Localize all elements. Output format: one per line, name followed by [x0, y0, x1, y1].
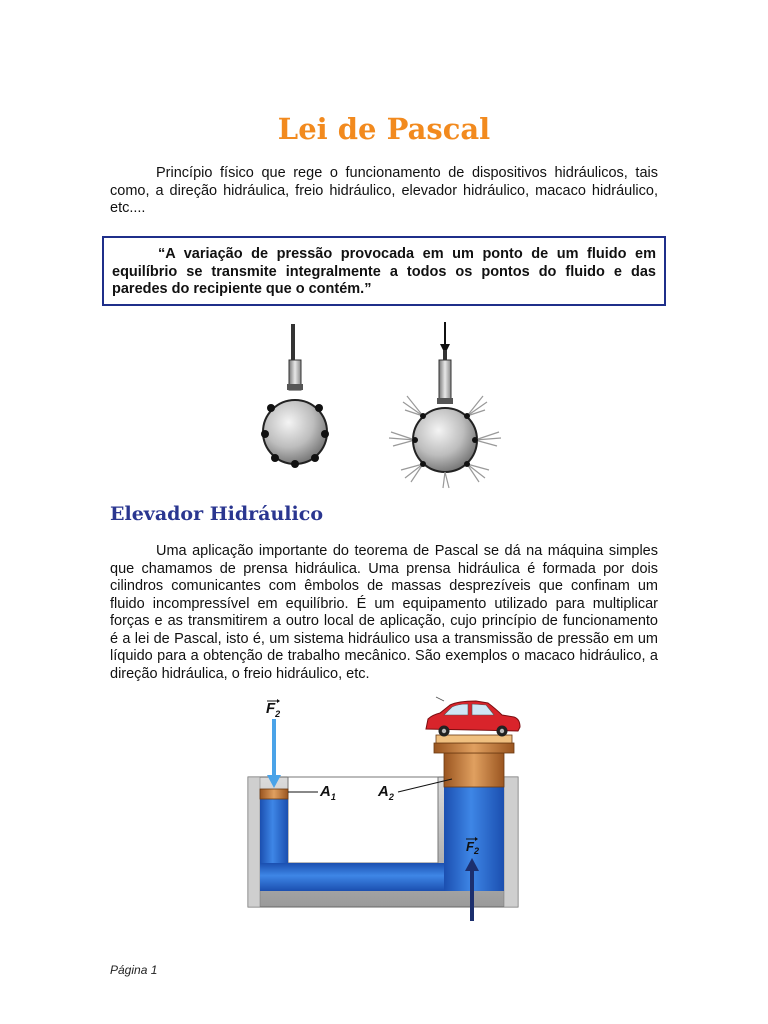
sealed-sphere: [261, 324, 329, 468]
force-label-left: $F_2$: [266, 700, 281, 719]
page-footer: Página 1: [110, 963, 158, 977]
hydraulic-press-diagram: [240, 695, 525, 925]
pascal-sphere-illustration: [255, 320, 515, 490]
force-arrow-left: [267, 719, 281, 788]
force-label-right: $F_2$: [466, 839, 479, 856]
car-icon: [426, 697, 520, 737]
area-label-right: $A_2$: [378, 783, 394, 802]
section-heading: Elevador Hidráulico: [110, 503, 323, 525]
intro-paragraph: Princípio físico que rege o funcionamento de dispositivos hidráulicos, tais como, a direção hidráulica, freio hidráulico, elevador hidráulico, macaco hidráulico, etc....: [110, 165, 658, 216]
pascal-quote: “A variação de pressão provocada em um ponto de um fluido em equilíbrio se transmite integralmente a todos os pontos do fluido e das paredes do recipiente que o contém.”: [112, 246, 656, 297]
squirting-sphere: [389, 322, 501, 488]
page-title: Lei de Pascal: [277, 112, 491, 146]
small-piston: [260, 789, 288, 799]
section-paragraph: Uma aplicação importante do teorema de Pascal se dá na máquina simples que chamamos de prensa hidráulica. Uma prensa hidráulica é formada por dois cilindros comunicantes com êmbolos de massas desprezíveis que confinam um fluido incompressível em equilíbrio. É um equipamento utilizado para multiplicar forças e as transmitirem a outro local de aplicação, cujo princípio de funcionamento é a lei de Pascal, isto é, um sistema hidráulico usa a transmissão de pressão em um líquido para a obtenção de trabalho mecânico. São exemplos o macaco hidráulico, a direção hidráulica, o freio hidráulico, etc.: [110, 543, 658, 682]
pascal-quote-box: [102, 236, 666, 306]
area-label-left: $A_1$: [320, 783, 336, 802]
large-piston: [434, 735, 514, 787]
